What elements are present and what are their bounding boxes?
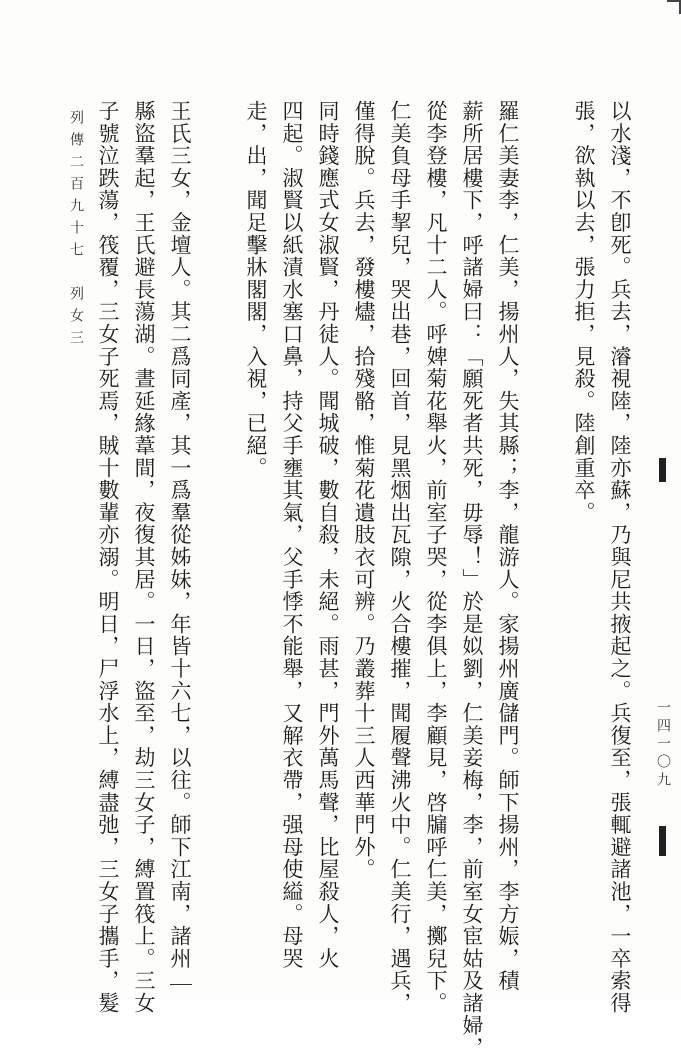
page-number: 一四一〇九 (655, 700, 671, 790)
text-column: 子號泣跌蕩，筏覆，三女子死焉，賊十數輩亦溺。明日，尸浮水上，縛盡弛，三女子攜手，髮 (96, 100, 120, 1015)
running-head: 列傳二百九十七 列女三 (68, 110, 84, 352)
text-column: 僅得脫。兵去，發樓燼，拾殘骼，惟菊花遺肢衣可辨。乃叢葬十三人西華門外。 (352, 100, 376, 881)
text-column: 以水淺，不卽死。兵去，濬視陸，陸亦蘇，乃與尼共掖起之。兵復至，張輒避諸池，一卒索得 (608, 100, 632, 1015)
footer-dash (170, 984, 192, 985)
text-column: 仁美負母手挈兒，哭出巷，回首，見黑烟出瓦隙，火合樓摧，聞履聲沸火中。仁美行，遇兵， (388, 100, 412, 1015)
text-column: 張，欲執以去，張力拒，見殺。陸創重卒。 (572, 100, 596, 524)
text-column: 同時錢應式女淑賢，丹徒人。聞城破，數自殺，未絕。雨甚，門外萬馬聲，比屋殺人，火 (316, 100, 340, 970)
text-column: 四起。淑賢以紙漬水塞口鼻，持父手壅其氣，父手悸不能舉，又解衣帶，强母使縊。母哭 (280, 100, 304, 970)
text-column: 縣盜羣起，王氏避長蕩湖。晝延緣葦間，夜復其居。一日，盜至，劫三女子，縛置筏上。三女 (132, 100, 156, 1015)
text-column: 走，出，聞足擊牀閣閣，入視，已絕。 (244, 100, 268, 480)
text-column: 王氏三女，金壇人。其二爲同產，其一爲羣從姊妹，年皆十六七，以往。師下江南，諸州 (168, 100, 192, 970)
text-column: 薪所居樓下，呼諸婦曰：「願死者共死，毋辱！」於是姒劉，仁美妾梅，李，前室女宦姑及諸婦， (460, 100, 484, 1059)
text-body (72, 100, 632, 1059)
edge-mark (659, 458, 666, 482)
edge-mark (659, 826, 666, 856)
text-column: 從李登樓，凡十二人。呼婢菊花舉火，前室子哭，從李俱上，李顧見，啓牖呼仁美，擲兒下。 (424, 100, 448, 1015)
page-corner-mark (667, 0, 681, 14)
text-column: 羅仁美妻李，仁美，揚州人，失其縣；李，龍游人。家揚州廣儲門。師下揚州，李方娠，積 (496, 100, 520, 992)
